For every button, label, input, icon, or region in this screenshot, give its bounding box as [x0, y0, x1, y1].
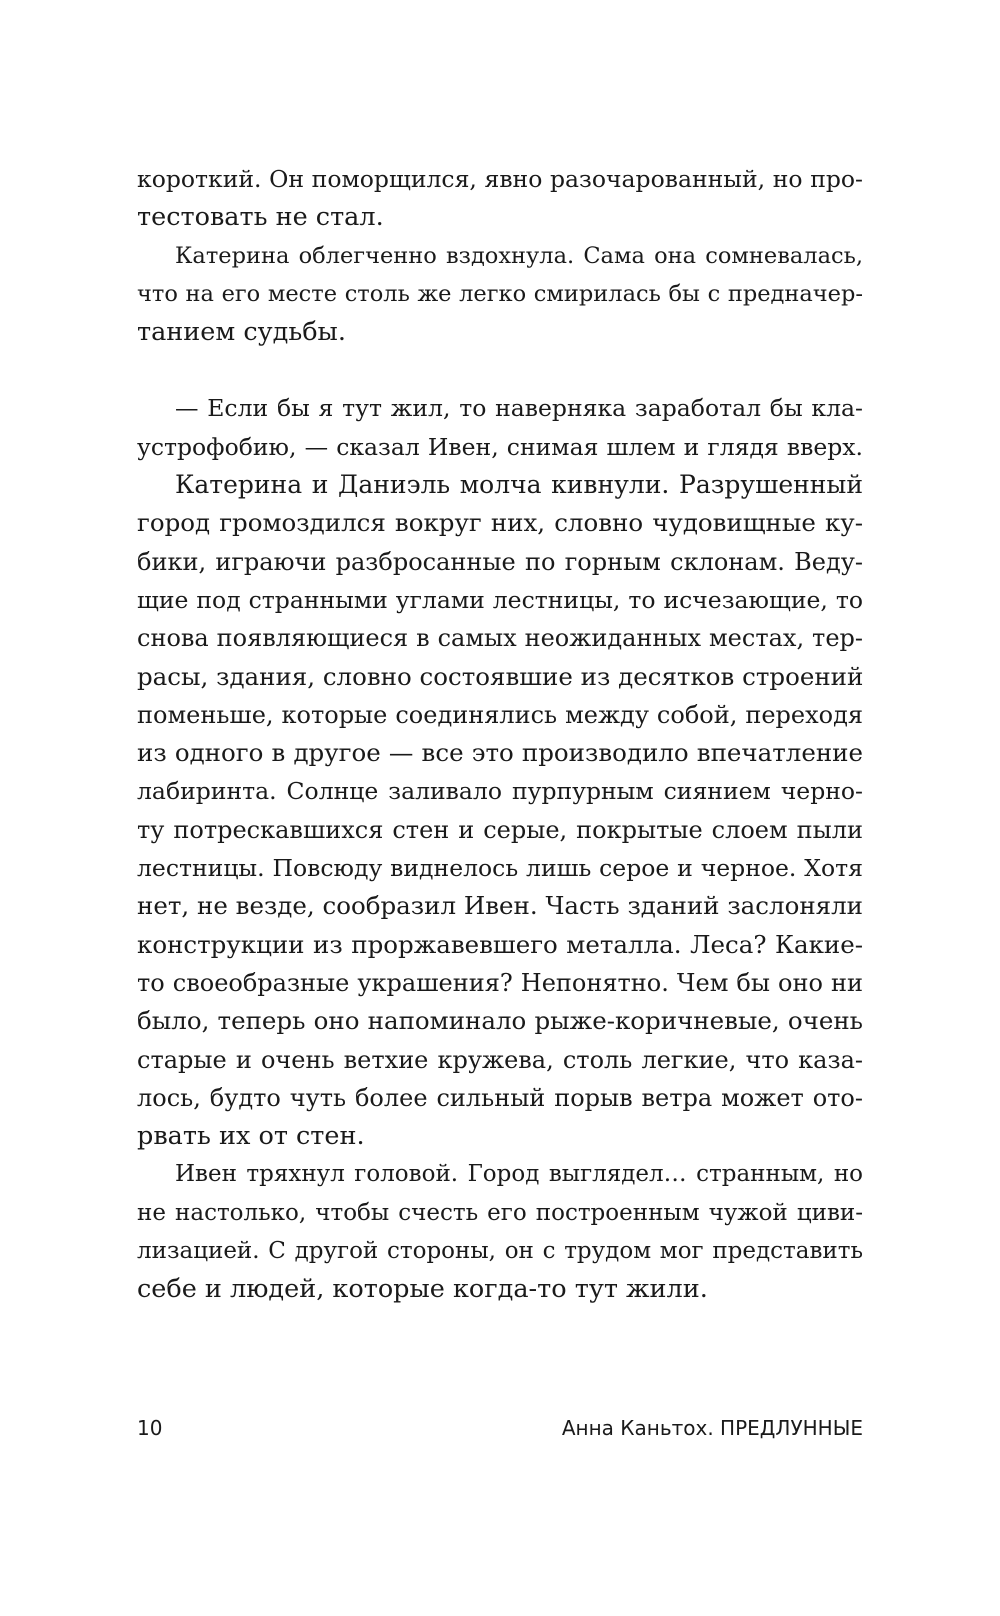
body-text	[137, 160, 863, 1309]
text-line: лизацией. С другой стороны, он с трудом мог представить	[137, 1238, 863, 1265]
text-line: снова появляющиеся в самых неожиданных местах, тер-	[137, 624, 863, 653]
page-number: 10	[137, 1416, 163, 1440]
text-line: было, теперь оно напоминало рыже-коричневые, очень	[137, 1006, 863, 1036]
scene-break	[137, 351, 863, 389]
text-line: танием судьбы.	[137, 317, 346, 348]
page-footer	[137, 1410, 863, 1446]
text-line: ту потрескавшихся стен и серые, покрытые слоем пыли	[137, 815, 863, 844]
text-line: Ивен тряхнул головой. Город выглядел… странным, но	[175, 1161, 863, 1188]
text-line: старые и очень ветхие кружева, столь легкие, что каза-	[137, 1045, 863, 1074]
text-line: что на его месте столь же легко смирилась бы с предначер-	[137, 280, 863, 307]
text-line: щие под странными углами лестницы, то исчезающие, то	[137, 585, 863, 614]
text-line: расы, здания, словно состоявшие из десятков строений	[137, 661, 864, 691]
text-line: бики, играючи разбросанные по горным склонам. Веду-	[137, 547, 863, 576]
text-line: тестовать не стал.	[137, 202, 384, 233]
text-line: себе и людей, которые когда-то тут жили.	[137, 1274, 708, 1305]
text-line: не настолько, чтобы счесть его построенным чужой циви-	[137, 1199, 863, 1226]
text-line: то своеобразные украшения? Непонятно. Чем бы оно ни	[137, 968, 863, 997]
text-line: Катерина и Даниэль молча кивнули. Разрушенный	[175, 470, 863, 500]
text-line: город громоздился вокруг них, словно чудовищные ку-	[137, 508, 863, 538]
running-title: Анна Каньтох. ПРЕДЛУННЫЕ	[561, 1416, 863, 1440]
text-line: лось, будто чуть более сильный порыв ветра может ото-	[137, 1083, 863, 1112]
text-line: конструкции из проржавевшего металла. Леса? Какие-	[137, 929, 863, 959]
text-line: Катерина облегченно вздохнула. Сама она сомневалась,	[175, 242, 863, 269]
text-line: лестницы. Повсюду виднелось лишь серое и черное. Хотя	[137, 854, 863, 883]
text-line: лабиринта. Солнце заливало пурпурным сиянием черно-	[137, 777, 863, 806]
text-line: рвать их от стен.	[137, 1121, 365, 1152]
text-line: короткий. Он поморщился, явно разочарованный, но про-	[137, 165, 863, 193]
text-line: поменьше, которые соединялись между собой, переходя	[137, 700, 863, 729]
text-line: из одного в другое — все это производило впечатление	[137, 738, 863, 768]
text-line: устрофобию, — сказал Ивен, снимая шлем и глядя вверх.	[137, 432, 863, 461]
text-line: — Если бы я тут жил, то наверняка заработал бы кла-	[175, 394, 863, 423]
text-line: нет, не везде, сообразил Ивен. Часть зданий заслоняли	[137, 891, 863, 921]
